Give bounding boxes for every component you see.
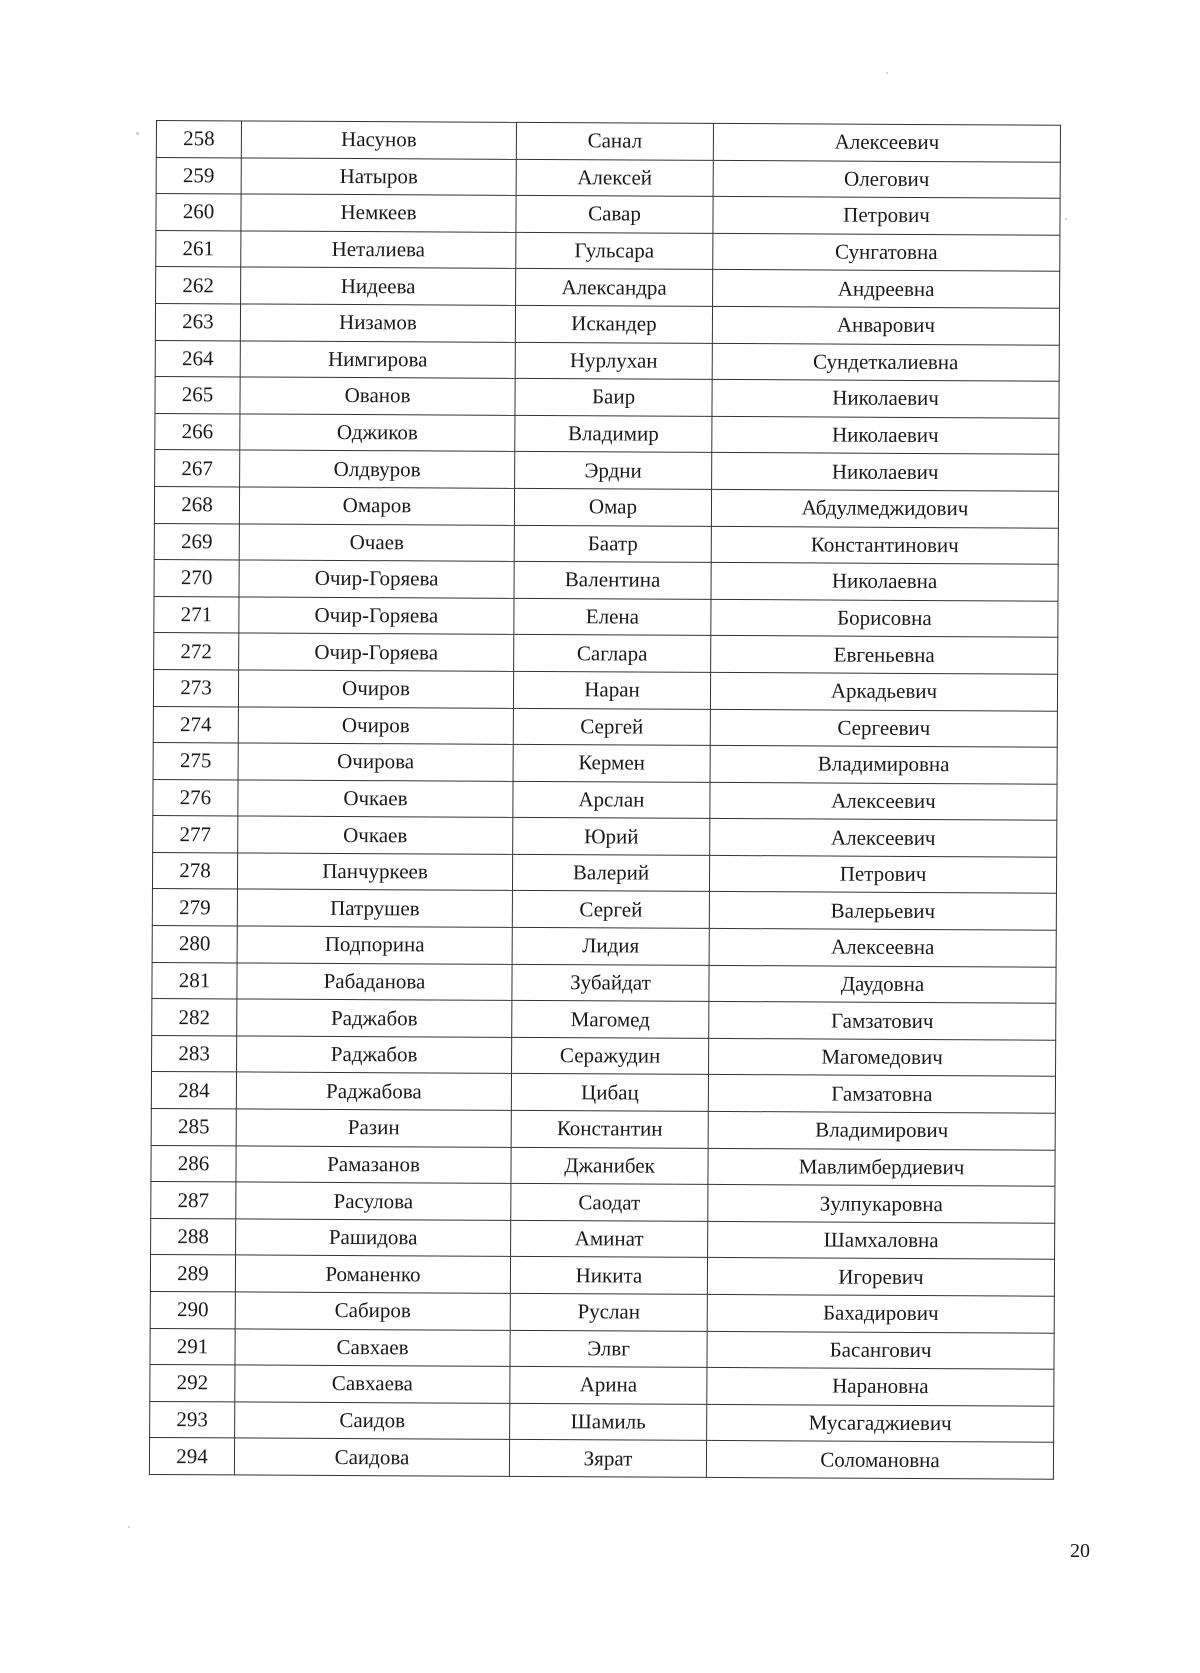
last-name-cell: Рабаданова xyxy=(237,963,512,1001)
patronymic-cell: Соломановна xyxy=(706,1441,1053,1479)
row-number-cell: 281 xyxy=(152,962,237,999)
row-number-cell: 283 xyxy=(152,1035,237,1072)
table-row xyxy=(154,633,1058,674)
table-row xyxy=(155,413,1059,454)
row-number-cell: 271 xyxy=(154,596,239,633)
first-name-cell: Савар xyxy=(516,196,713,234)
row-number-cell: 278 xyxy=(152,852,237,889)
row-number-cell: 277 xyxy=(153,816,238,853)
patronymic-cell: Игоревич xyxy=(707,1258,1054,1296)
last-name-cell: Натыров xyxy=(241,158,516,196)
patronymic-cell: Абдулмеджидович xyxy=(711,489,1058,527)
row-number-cell: 290 xyxy=(150,1291,235,1328)
roster-table-body xyxy=(149,121,1060,1480)
last-name-cell: Сабиров xyxy=(235,1292,510,1330)
table-row xyxy=(150,1365,1054,1406)
last-name-cell: Расулова xyxy=(236,1182,511,1220)
patronymic-cell: Даудовна xyxy=(709,965,1056,1003)
row-number-cell: 292 xyxy=(150,1365,235,1402)
last-name-cell: Раджабов xyxy=(237,1036,512,1074)
patronymic-cell: Басангович xyxy=(707,1331,1054,1369)
first-name-cell: Кермен xyxy=(513,744,710,782)
last-name-cell: Патрушев xyxy=(237,889,512,927)
table-row xyxy=(150,1255,1054,1296)
first-name-cell: Валерий xyxy=(512,854,709,892)
row-number-cell: 279 xyxy=(152,889,237,926)
table-row xyxy=(156,267,1060,308)
patronymic-cell: Евгеньевна xyxy=(711,636,1058,674)
row-number-cell: 270 xyxy=(154,560,239,597)
last-name-cell: Разин xyxy=(236,1109,511,1147)
last-name-cell: Савхаев xyxy=(235,1329,510,1367)
row-number-cell: 291 xyxy=(150,1328,235,1365)
table-row xyxy=(155,303,1059,344)
patronymic-cell: Николаевич xyxy=(712,453,1059,491)
table-row xyxy=(152,962,1056,1003)
first-name-cell: Элвг xyxy=(510,1330,707,1368)
row-number-cell: 266 xyxy=(155,413,240,450)
last-name-cell: Немкеев xyxy=(241,194,516,232)
patronymic-cell: Николаевич xyxy=(712,380,1059,418)
table-row xyxy=(156,121,1060,162)
table-row xyxy=(153,743,1057,784)
row-number-cell: 272 xyxy=(154,633,239,670)
table-row xyxy=(152,1035,1056,1076)
row-number-cell: 293 xyxy=(150,1401,235,1438)
row-number-cell: 285 xyxy=(151,1109,236,1146)
first-name-cell: Юрий xyxy=(513,818,710,856)
table-row xyxy=(150,1291,1054,1332)
row-number-cell: 263 xyxy=(155,303,240,340)
row-number-cell: 284 xyxy=(151,1072,236,1109)
table-row xyxy=(154,523,1058,564)
first-name-cell: Гульсара xyxy=(516,232,713,270)
last-name-cell: Раджабов xyxy=(237,999,512,1037)
patronymic-cell: Владимирович xyxy=(708,1111,1055,1149)
row-number-cell: 259 xyxy=(156,157,241,194)
row-number-cell: 294 xyxy=(149,1438,234,1475)
patronymic-cell: Борисовна xyxy=(711,599,1058,637)
row-number-cell: 258 xyxy=(156,121,241,158)
patronymic-cell: Андреевна xyxy=(713,270,1060,308)
patronymic-cell: Сундеткалиевна xyxy=(712,343,1059,381)
first-name-cell: Зубайдат xyxy=(512,964,709,1002)
patronymic-cell: Петрович xyxy=(713,197,1060,235)
row-number-cell: 260 xyxy=(156,194,241,231)
first-name-cell: Сергей xyxy=(512,891,709,929)
table-row xyxy=(154,596,1058,637)
first-name-cell: Цибац xyxy=(511,1074,708,1112)
table-row xyxy=(154,486,1058,527)
table-row xyxy=(155,340,1059,381)
row-number-cell: 280 xyxy=(152,926,237,963)
first-name-cell: Никита xyxy=(510,1257,707,1295)
table-row xyxy=(150,1401,1054,1442)
table-row xyxy=(154,560,1058,601)
first-name-cell: Омар xyxy=(514,488,711,526)
patronymic-cell: Гамзатович xyxy=(709,1002,1056,1040)
last-name-cell: Раджабова xyxy=(236,1072,511,1110)
patronymic-cell: Бахадирович xyxy=(707,1294,1054,1332)
last-name-cell: Очаев xyxy=(239,523,514,561)
scan-speck xyxy=(128,1526,130,1528)
first-name-cell: Константин xyxy=(511,1110,708,1148)
table-row xyxy=(151,1145,1055,1186)
patronymic-cell: Анварович xyxy=(712,306,1059,344)
first-name-cell: Джанибек xyxy=(511,1147,708,1185)
last-name-cell: Олдвуров xyxy=(240,450,515,488)
patronymic-cell: Константинович xyxy=(711,526,1058,564)
first-name-cell: Санал xyxy=(516,122,713,160)
patronymic-cell: Алексеевна xyxy=(709,928,1056,966)
patronymic-cell: Николаевна xyxy=(711,563,1058,601)
patronymic-cell: Нарановна xyxy=(707,1368,1054,1406)
patronymic-cell: Алексеевич xyxy=(710,819,1057,857)
first-name-cell: Искандер xyxy=(515,305,712,343)
last-name-cell: Очиров xyxy=(238,670,513,708)
table-row xyxy=(151,1218,1055,1259)
patronymic-cell: Зулпукаровна xyxy=(708,1185,1055,1223)
first-name-cell: Арина xyxy=(510,1367,707,1405)
table-row xyxy=(155,377,1059,418)
last-name-cell: Нидеева xyxy=(241,267,516,305)
first-name-cell: Алексей xyxy=(516,159,713,197)
last-name-cell: Панчуркеев xyxy=(237,853,512,891)
first-name-cell: Сергей xyxy=(513,708,710,746)
patronymic-cell: Петрович xyxy=(709,855,1056,893)
row-number-cell: 262 xyxy=(156,267,241,304)
patronymic-cell: Валерьевич xyxy=(709,892,1056,930)
row-number-cell: 289 xyxy=(150,1255,235,1292)
row-number-cell: 276 xyxy=(153,779,238,816)
row-number-cell: 269 xyxy=(154,523,239,560)
last-name-cell: Саидова xyxy=(234,1438,509,1476)
roster-table xyxy=(149,120,1061,1480)
first-name-cell: Эрдни xyxy=(515,452,712,490)
first-name-cell: Баатр xyxy=(514,525,711,563)
table-row xyxy=(152,926,1056,967)
last-name-cell: Рамазанов xyxy=(236,1146,511,1184)
row-number-cell: 275 xyxy=(153,743,238,780)
patronymic-cell: Алексеевич xyxy=(710,782,1057,820)
table-row xyxy=(156,157,1060,198)
patronymic-cell: Мусагаджиевич xyxy=(707,1404,1054,1442)
row-number-cell: 261 xyxy=(156,230,241,267)
patronymic-cell: Владимировна xyxy=(710,746,1057,784)
scan-speck xyxy=(886,72,888,74)
first-name-cell: Магомед xyxy=(512,1001,709,1039)
last-name-cell: Очиров xyxy=(238,706,513,744)
first-name-cell: Руслан xyxy=(510,1293,707,1331)
patronymic-cell: Олегович xyxy=(713,160,1060,198)
first-name-cell: Серажудин xyxy=(512,1037,709,1075)
last-name-cell: Ованов xyxy=(240,377,515,415)
table-row xyxy=(155,450,1059,491)
first-name-cell: Елена xyxy=(514,598,711,636)
first-name-cell: Наран xyxy=(513,671,710,709)
row-number-cell: 268 xyxy=(154,486,239,523)
row-number-cell: 264 xyxy=(155,340,240,377)
row-number-cell: 282 xyxy=(152,999,237,1036)
row-number-cell: 273 xyxy=(153,669,238,706)
last-name-cell: Оджиков xyxy=(240,414,515,452)
table-row xyxy=(153,669,1057,710)
table-row xyxy=(149,1438,1053,1479)
first-name-cell: Арслан xyxy=(513,781,710,819)
patronymic-cell: Сергеевич xyxy=(710,709,1057,747)
row-number-cell: 265 xyxy=(155,377,240,414)
first-name-cell: Нурлухан xyxy=(515,342,712,380)
last-name-cell: Очир-Горяева xyxy=(239,633,514,671)
last-name-cell: Нимгирова xyxy=(240,341,515,379)
last-name-cell: Очир-Горяева xyxy=(239,597,514,635)
first-name-cell: Шамиль xyxy=(510,1403,707,1441)
last-name-cell: Очирова xyxy=(238,743,513,781)
patronymic-cell: Николаевич xyxy=(712,416,1059,454)
patronymic-cell: Аркадьевич xyxy=(710,672,1057,710)
scan-speck xyxy=(1065,218,1067,220)
table-row xyxy=(151,1109,1055,1150)
last-name-cell: Подпорина xyxy=(237,926,512,964)
patronymic-cell: Мавлимбердиевич xyxy=(708,1148,1055,1186)
patronymic-cell: Магомедович xyxy=(709,1038,1056,1076)
last-name-cell: Романенко xyxy=(235,1255,510,1293)
last-name-cell: Неталиева xyxy=(241,231,516,269)
last-name-cell: Савхаева xyxy=(235,1365,510,1403)
table-row xyxy=(151,1182,1055,1223)
first-name-cell: Валентина xyxy=(514,562,711,600)
last-name-cell: Саидов xyxy=(235,1402,510,1440)
last-name-cell: Рашидова xyxy=(236,1219,511,1257)
row-number-cell: 287 xyxy=(151,1182,236,1219)
first-name-cell: Зярат xyxy=(509,1440,706,1478)
row-number-cell: 274 xyxy=(153,706,238,743)
first-name-cell: Владимир xyxy=(515,415,712,453)
page-number: 20 xyxy=(1070,1540,1090,1562)
last-name-cell: Очир-Горяева xyxy=(239,560,514,598)
table-row xyxy=(152,852,1056,893)
patronymic-cell: Гамзатовна xyxy=(708,1075,1055,1113)
scan-speck xyxy=(136,132,139,135)
last-name-cell: Очкаев xyxy=(238,780,513,818)
table-row xyxy=(153,779,1057,820)
patronymic-cell: Алексеевич xyxy=(713,123,1060,161)
table-row xyxy=(150,1328,1054,1369)
first-name-cell: Аминат xyxy=(511,1220,708,1258)
table-row xyxy=(153,706,1057,747)
table-row xyxy=(156,230,1060,271)
table-row xyxy=(151,1072,1055,1113)
first-name-cell: Саодат xyxy=(511,1184,708,1222)
last-name-cell: Низамов xyxy=(240,304,515,342)
last-name-cell: Омаров xyxy=(239,487,514,525)
row-number-cell: 288 xyxy=(151,1218,236,1255)
row-number-cell: 267 xyxy=(155,450,240,487)
patronymic-cell: Шамхаловна xyxy=(708,1221,1055,1259)
last-name-cell: Очкаев xyxy=(238,816,513,854)
first-name-cell: Баир xyxy=(515,379,712,417)
last-name-cell: Насунов xyxy=(241,121,516,159)
first-name-cell: Лидия xyxy=(512,927,709,965)
table-row xyxy=(153,816,1057,857)
first-name-cell: Саглара xyxy=(514,635,711,673)
patronymic-cell: Сунгатовна xyxy=(713,233,1060,271)
table-row xyxy=(152,999,1056,1040)
first-name-cell: Александра xyxy=(516,269,713,307)
table-row xyxy=(152,889,1056,930)
row-number-cell: 286 xyxy=(151,1145,236,1182)
table-row xyxy=(156,194,1060,235)
